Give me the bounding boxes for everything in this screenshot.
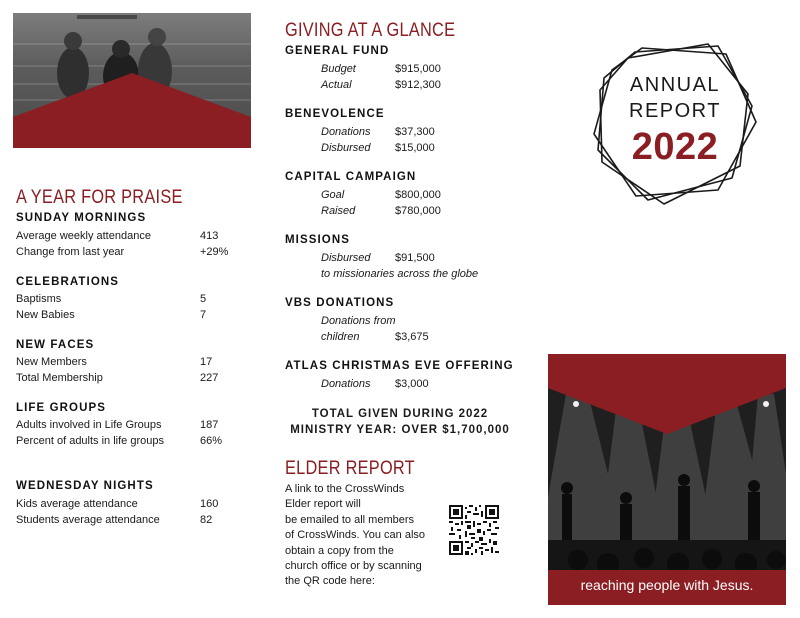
benevolence-heading: BENEVOLENCE bbox=[285, 108, 385, 120]
worship-band-photo bbox=[548, 354, 786, 605]
total-given bbox=[285, 406, 515, 438]
atlas-offering-heading: ATLAS CHRISTMAS EVE OFFERING bbox=[285, 360, 514, 372]
vbs-donations-heading: VBS DONATIONS bbox=[285, 297, 395, 309]
logo-line-report: REPORT bbox=[629, 100, 721, 122]
maroon-chevron bbox=[13, 13, 251, 148]
general-fund-heading: GENERAL FUND bbox=[285, 45, 390, 57]
scribble-circle-icon bbox=[590, 38, 760, 208]
elder-report-title: ELDER REPORT bbox=[285, 458, 415, 479]
total-line-2: MINISTRY YEAR: OVER $1,700,000 bbox=[290, 424, 510, 436]
baptism-photo bbox=[13, 13, 251, 148]
life-groups-heading: LIFE GROUPS bbox=[16, 402, 107, 414]
new-faces-heading: NEW FACES bbox=[16, 339, 95, 351]
logo-year: 2022 bbox=[631, 126, 719, 168]
tagline: reaching people with Jesus. bbox=[580, 577, 754, 593]
missions-note: to missionaries across the globe bbox=[321, 268, 479, 280]
missions-heading: MISSIONS bbox=[285, 234, 351, 246]
vbs-label-line1: Donations from bbox=[321, 315, 396, 327]
celebrations-heading: CELEBRATIONS bbox=[16, 276, 120, 288]
stage-lights-scene bbox=[548, 354, 786, 605]
wednesday-nights-heading: WEDNESDAY NIGHTS bbox=[16, 480, 154, 492]
sunday-mornings-heading: SUNDAY MORNINGS bbox=[16, 212, 147, 224]
logo-line-annual: ANNUAL bbox=[629, 74, 721, 96]
year-for-praise-title: A YEAR FOR PRAISE bbox=[16, 187, 183, 208]
capital-campaign-heading: CAPITAL CAMPAIGN bbox=[285, 171, 417, 183]
giving-title: GIVING AT A GLANCE bbox=[285, 20, 456, 41]
elder-report-text: A link to the CrossWinds Elder report will be emailed to all members of CrossWinds. You can also obtain a copy from the church office or by scanning the QR code here: bbox=[285, 483, 426, 588]
qr-code[interactable] bbox=[449, 505, 499, 555]
total-line-1: TOTAL GIVEN DURING 2022 bbox=[311, 408, 489, 420]
annual-report-logo bbox=[590, 38, 760, 208]
